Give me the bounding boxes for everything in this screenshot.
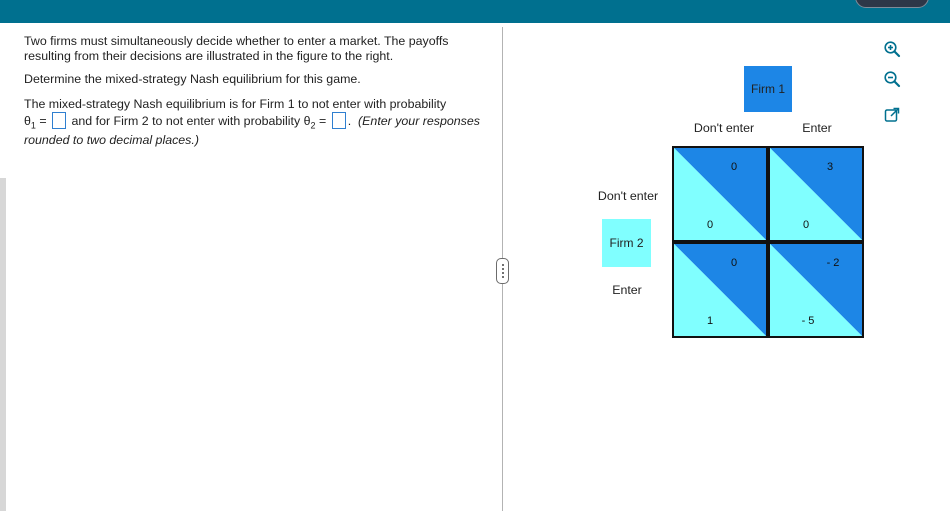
question-answer (24, 97, 486, 148)
theta2-label: $\theta_2$ = (303, 114, 327, 131)
answer-text-part1: The mixed-strategy Nash equilibrium is for Firm 1 to not enter with probability (24, 97, 447, 111)
firm2-payoff-1-0: 1 (706, 315, 714, 327)
zoom-out-icon[interactable] (880, 68, 904, 90)
firm2-payoff-0-1: 0 (802, 219, 810, 231)
open-external-icon[interactable] (880, 104, 904, 126)
col-header-enter: Enter (802, 121, 832, 135)
firm1-label: Firm 1 (744, 66, 792, 112)
question-task: Determine the mixed-strategy Nash equilibrium for this game. (24, 72, 361, 86)
row-header-dont-enter: Don't enter (597, 189, 659, 203)
col-header-dont-enter: Don't enter (693, 121, 755, 135)
zoom-in-icon[interactable] (880, 38, 904, 60)
topbar-pill[interactable] (855, 0, 929, 8)
theta2-input[interactable] (332, 112, 346, 129)
firm1-payoff-1-0: 0 (730, 257, 738, 269)
left-scroll-accent (0, 178, 6, 511)
row-header-enter: Enter (612, 283, 642, 297)
firm1-payoff-0-1: 3 (826, 161, 834, 173)
firm2-label: Firm 2 (602, 219, 651, 267)
firm1-payoff-0-0: 0 (730, 161, 738, 173)
firm1-payoff-1-1: - 2 (826, 257, 840, 269)
payoff-cell-dont-enter-dont-enter (674, 148, 766, 240)
answer-text-part2: and for Firm 2 to not enter with probability (71, 114, 301, 128)
theta1-label: $\theta_1$ = (24, 114, 47, 131)
answer-instruction: (Enter your responses rounded to two decimal places.) (24, 114, 480, 148)
payoff-cell-dont-enter-enter (770, 148, 862, 240)
firm2-payoff-0-0: 0 (706, 219, 714, 231)
top-bar (0, 0, 950, 23)
payoff-cell-enter-dont-enter (674, 244, 766, 336)
question-intro: Two firms must simultaneously decide whether to enter a market. The payoffs resulting from their decisions are illustrated in the figure to the right. (24, 34, 449, 63)
payoff-cell-enter-enter (770, 244, 862, 336)
question-panel (24, 34, 486, 156)
theta1-input[interactable] (52, 112, 66, 129)
firm2-payoff-1-1: - 5 (801, 315, 815, 327)
payoff-grid (672, 146, 864, 338)
payoff-figure (578, 52, 880, 344)
answer-period: . (347, 114, 352, 128)
divider-drag-handle[interactable] (496, 258, 509, 284)
